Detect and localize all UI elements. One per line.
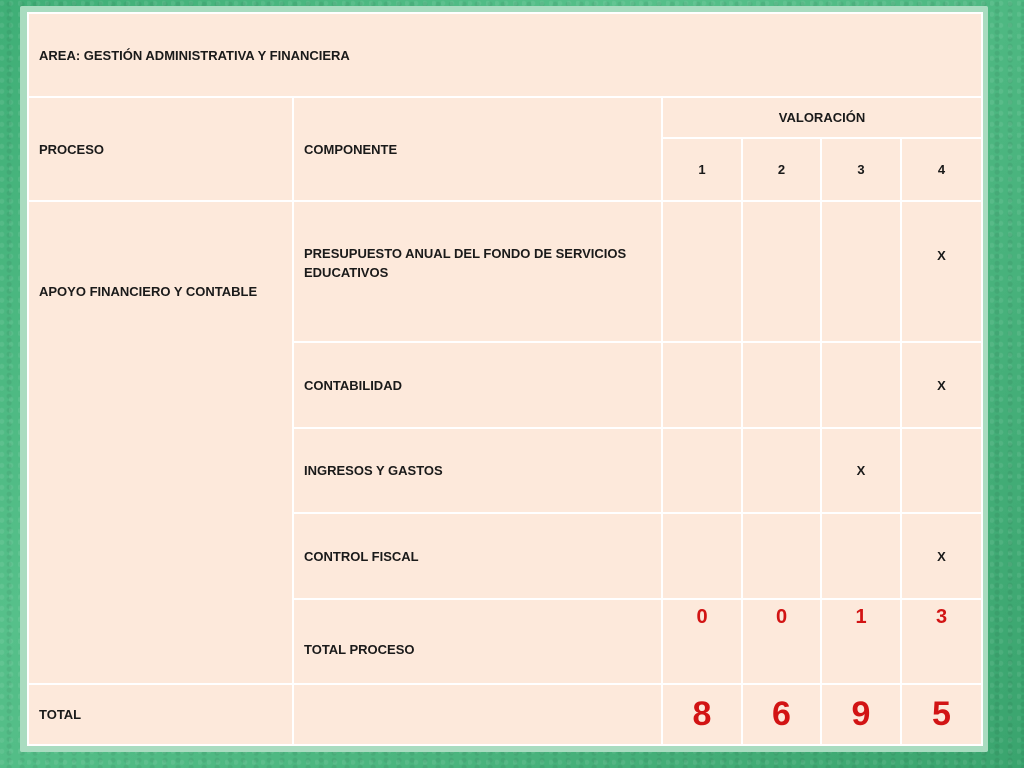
header-valoracion: VALORACIÓN bbox=[662, 97, 982, 138]
mark-cell: X bbox=[821, 428, 901, 513]
mark-cell bbox=[742, 428, 821, 513]
grand-total-empty-cell bbox=[293, 684, 662, 745]
component-name: PRESUPUESTO ANUAL DEL FONDO DE SERVICIOS EDUCATIVOS bbox=[293, 201, 662, 342]
mark-cell bbox=[821, 342, 901, 428]
header-score-2: 2 bbox=[742, 138, 821, 201]
component-name: CONTROL FISCAL bbox=[293, 513, 662, 599]
total-proceso-value: 0 bbox=[662, 599, 742, 684]
header-score-1: 1 bbox=[662, 138, 742, 201]
total-proceso-value: 3 bbox=[901, 599, 982, 684]
header-proceso: PROCESO bbox=[28, 97, 293, 201]
mark-cell bbox=[742, 342, 821, 428]
mark-cell: X bbox=[901, 513, 982, 599]
mark-cell bbox=[662, 513, 742, 599]
total-proceso-value: 0 bbox=[742, 599, 821, 684]
grand-total-value: 8 bbox=[662, 684, 742, 745]
mark-cell bbox=[742, 513, 821, 599]
grand-total-value: 9 bbox=[821, 684, 901, 745]
area-title: AREA: GESTIÓN ADMINISTRATIVA Y FINANCIERA bbox=[28, 13, 982, 97]
mark-cell bbox=[821, 201, 901, 342]
mark-cell: X bbox=[901, 201, 982, 342]
grand-total-value: 5 bbox=[901, 684, 982, 745]
mark-cell bbox=[662, 342, 742, 428]
total-proceso-value: 1 bbox=[821, 599, 901, 684]
mark-cell: X bbox=[901, 342, 982, 428]
grand-total-value: 6 bbox=[742, 684, 821, 745]
component-name: INGRESOS Y GASTOS bbox=[293, 428, 662, 513]
header-score-4: 4 bbox=[901, 138, 982, 201]
evaluation-table bbox=[27, 12, 983, 746]
mark-cell bbox=[901, 428, 982, 513]
header-componente: COMPONENTE bbox=[293, 97, 662, 201]
component-name: CONTABILIDAD bbox=[293, 342, 662, 428]
mark-cell bbox=[662, 201, 742, 342]
process-name: APOYO FINANCIERO Y CONTABLE bbox=[28, 201, 293, 684]
mark-cell bbox=[742, 201, 821, 342]
total-proceso-label: TOTAL PROCESO bbox=[293, 599, 662, 684]
header-score-3: 3 bbox=[821, 138, 901, 201]
mark-cell bbox=[821, 513, 901, 599]
grand-total-label: TOTAL bbox=[28, 684, 293, 745]
mark-cell bbox=[662, 428, 742, 513]
